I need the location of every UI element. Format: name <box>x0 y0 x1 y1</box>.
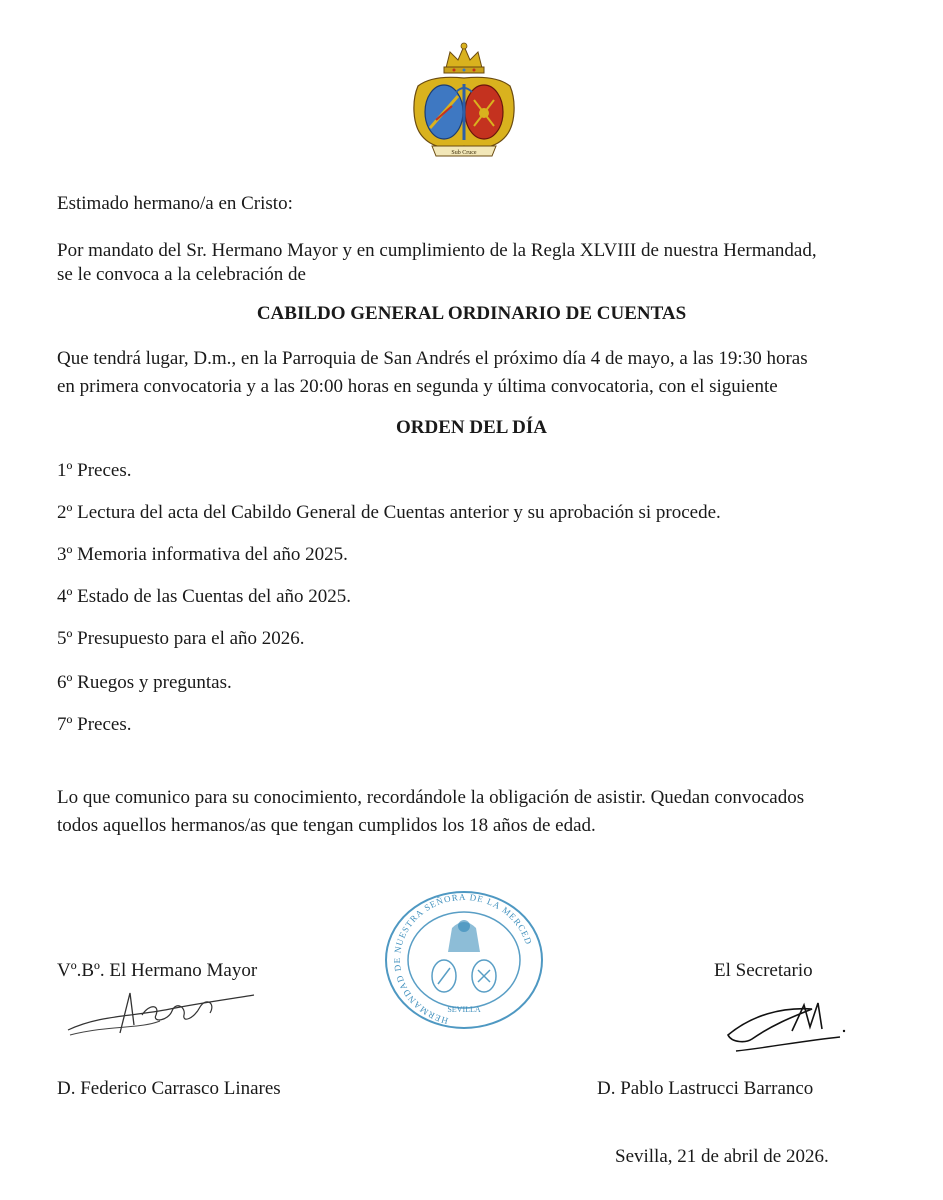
right-signer-name: D. Pablo Lastrucci Barranco <box>597 1078 814 1099</box>
left-handwritten-signature <box>60 985 260 1045</box>
intro-line-2: se le convoca a la celebración de <box>57 264 306 285</box>
details-line-1: Que tendrá lugar, D.m., en la Parroquia de San Andrés el próximo día 4 de mayo, a las 19:30 horas <box>57 348 808 369</box>
agenda-item: 5º Presupuesto para el año 2026. <box>57 628 305 649</box>
intro-line-1: Por mandato del Sr. Hermano Mayor y en cumplimiento de la Regla XLVIII de nuestra Hermandad, <box>57 240 817 261</box>
crown-icon <box>444 43 484 73</box>
right-signer-title: El Secretario <box>714 960 813 981</box>
agenda-item: 3º Memoria informativa del año 2025. <box>57 544 348 565</box>
document-title: CABILDO GENERAL ORDINARIO DE CUENTAS <box>256 303 687 324</box>
agenda-title: ORDEN DEL DÍA <box>396 417 547 438</box>
closing-line-1: Lo que comunico para su conocimiento, recordándole la obligación de asistir. Quedan convocados <box>57 787 805 808</box>
agenda-item: 7º Preces. <box>57 714 132 735</box>
place-and-date: Sevilla, 21 de abril de 2026. <box>615 1146 829 1167</box>
agenda-item: 2º Lectura del acta del Cabildo General de Cuentas anterior y su aprobación si procede. <box>57 502 721 523</box>
stamp-bottom-text: SEVILLA <box>447 1005 481 1014</box>
details-line-2: en primera convocatoria y a las 20:00 horas en segunda y última convocatoria, con el siguiente <box>57 376 778 397</box>
agenda-item: 1º Preces. <box>57 460 132 481</box>
crest-banner-text: Sub Cruce <box>451 150 477 156</box>
left-signer-name: D. Federico Carrasco Linares <box>57 1078 281 1099</box>
greeting: Estimado hermano/a en Cristo: <box>57 193 293 214</box>
left-signer-title: Vº.Bº. El Hermano Mayor <box>57 960 258 981</box>
right-handwritten-signature <box>722 995 852 1055</box>
agenda-item: 6º Ruegos y preguntas. <box>57 672 232 693</box>
stamp-ring-text: HERMANDAD DE NUESTRA SEÑORA DE LA MERCED <box>392 891 534 1027</box>
closing-line-2: todos aquellos hermanos/as que tengan cumplidos los 18 años de edad. <box>57 815 596 836</box>
official-stamp <box>382 888 546 1036</box>
agenda-item: 4º Estado de las Cuentas del año 2025. <box>57 586 351 607</box>
brotherhood-crest-logo <box>408 40 520 160</box>
